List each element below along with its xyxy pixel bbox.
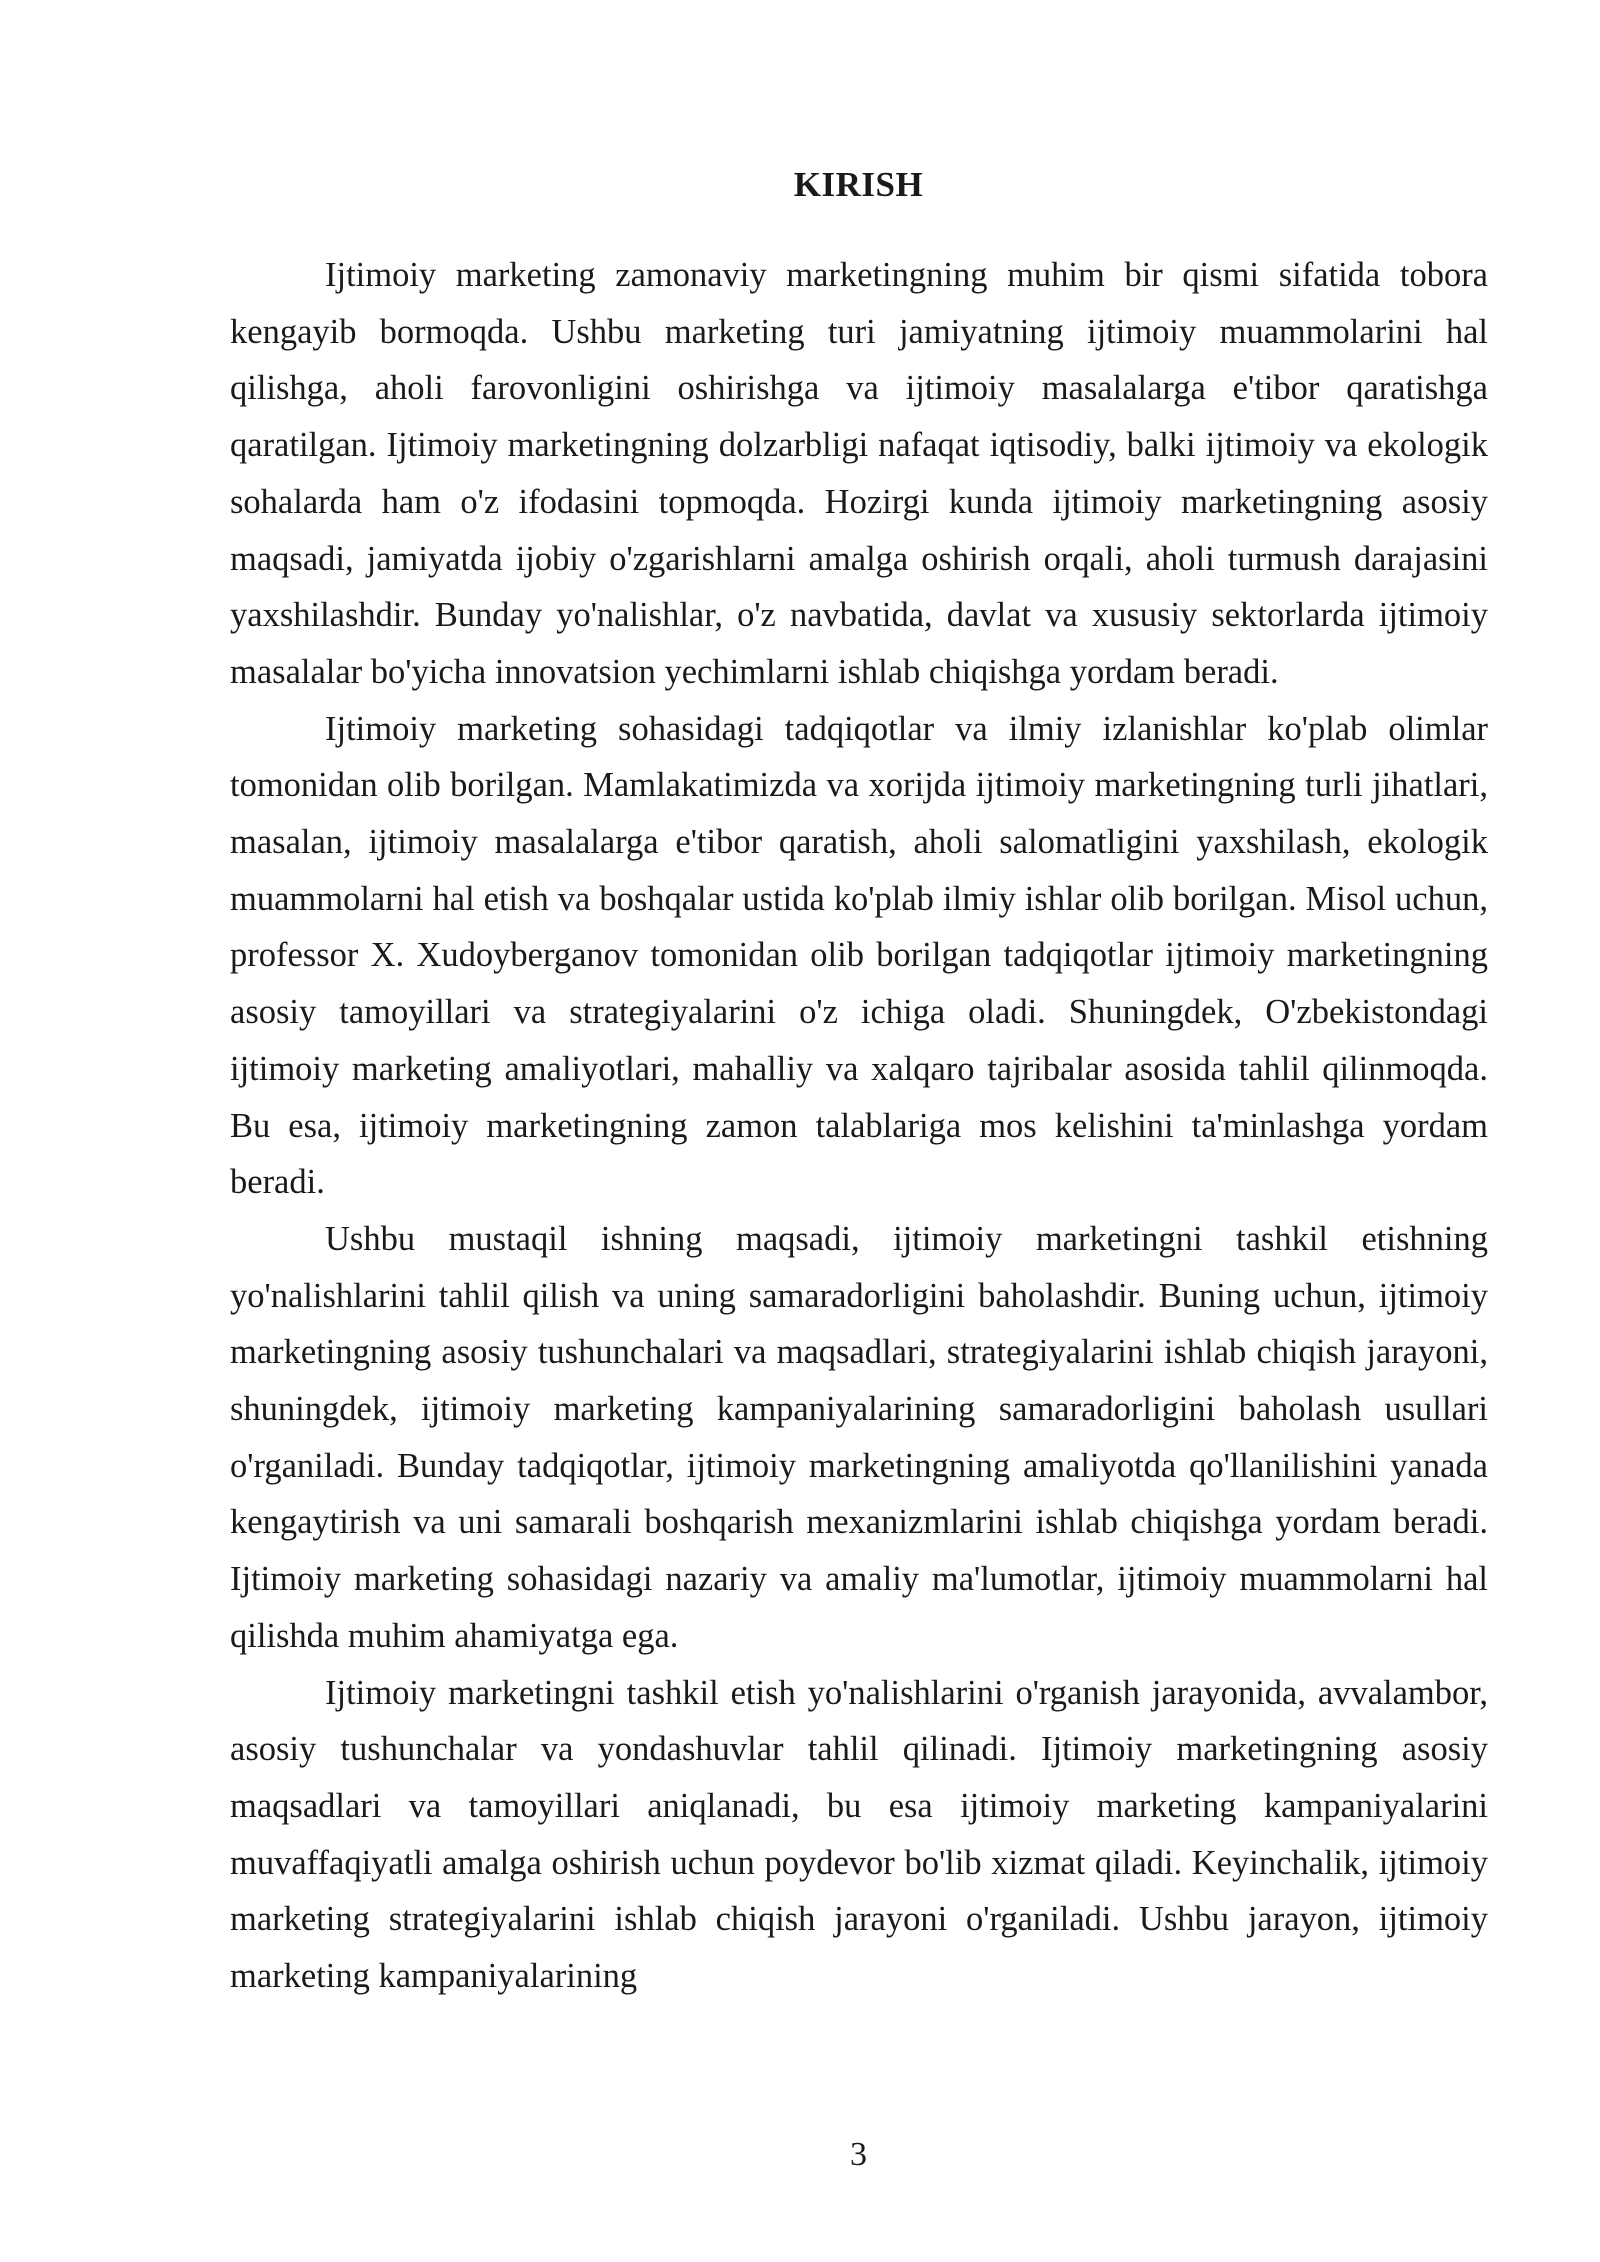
paragraph-1: Ijtimoiy marketing zamonaviy marketingning muhim bir qismi sifatida tobora kengayib bormoqda. Ushbu marketing turi jamiyatning ijtimoiy muammolarini hal qilishga, aholi farovonligini oshirishga va ijtimoiy masalalarga e'tibor qaratishga qaratilgan. Ijtimoiy marketingning dolzarbligi nafaqat iqtisodiy, balki ijtimoiy va ekologik sohalarda ham o'z ifodasini topmoqda. Hozirgi kunda ijtimoiy marketingning asosiy maqsadi, jamiyatda ijobiy o'zgarishlarni amalga oshirish orqali, aholi turmush darajasini yaxshilashdir. Bunday yo'nalishlar, o'z navbatida, davlat va xususiy sektorlarda ijtimoiy masalalar bo'yicha innovatsion yechimlarni ishlab chiqishga yordam beradi. [230,256,1488,691]
page-number: 3 [850,2136,867,2173]
paragraph-3: Ushbu mustaqil ishning maqsadi, ijtimoiy marketingni tashkil etishning yo'nalishlarini tahlil qilish va uning samaradorligini baholashdir. Buning uchun, ijtimoiy marketingning asosiy tushunchalari va maqsadlari, strategiyalarini ishlab chiqish jarayoni, shuningdek, ijtimoiy marketing kampaniyalarining samaradorligini baholash usullari o'rganiladi. Bunday tadqiqotlar, ijtimoiy marketingning amaliyotda qo'llanilishini yanada kengaytirish va uni samarali boshqarish mexanizmlarini ishlab chiqishga yordam beradi. Ijtimoiy marketing sohasidagi nazariy va amaliy ma'lumotlar, ijtimoiy muammolarni hal qilishda muhim ahamiyatga ega. [230,1219,1488,1655]
page-title: KIRISH [793,165,924,204]
document-body [230,247,1488,2005]
paragraph-2: Ijtimoiy marketing sohasidagi tadqiqotlar va ilmiy izlanishlar ko'plab olimlar tomonidan olib borilgan. Mamlakatimizda va xorijda ijtimoiy marketingning turli jihatlari, masalan, ijtimoiy masalalarga e'tibor qaratish, aholi salomatligini yaxshilash, ekologik muammolarni hal etish va boshqalar ustida ko'plab ilmiy ishlar olib borilgan. Misol uchun, professor X. Xudoyberganov tomonidan olib borilgan tadqiqotlar ijtimoiy marketingning asosiy tamoyillari va strategiyalarini o'z ichiga oladi. Shuningdek, O'zbekistondagi ijtimoiy marketing amaliyotlari, mahalliy va xalqaro tajribalar asosida tahlil qilinmoqda. Bu esa, ijtimoiy marketingning zamon talablariga mos kelishini ta'minlashga yordam beradi. [230,709,1488,1202]
paragraph-4: Ijtimoiy marketingni tashkil etish yo'nalishlarini o'rganish jarayonida, avvalambor, asosiy tushunchalar va yondashuvlar tahlil qilinadi. Ijtimoiy marketingning asosiy maqsadlari va tamoyillari aniqlanadi, bu esa ijtimoiy marketing kampaniyalarini muvaffaqiyatli amalga oshirish uchun poydevor bo'lib xizmat qiladi. Keyinchalik, ijtimoiy marketing strategiyalarini ishlab chiqish jarayoni o'rganiladi. Ushbu jarayon, ijtimoiy marketing kampaniyalarining [230,1673,1488,1996]
